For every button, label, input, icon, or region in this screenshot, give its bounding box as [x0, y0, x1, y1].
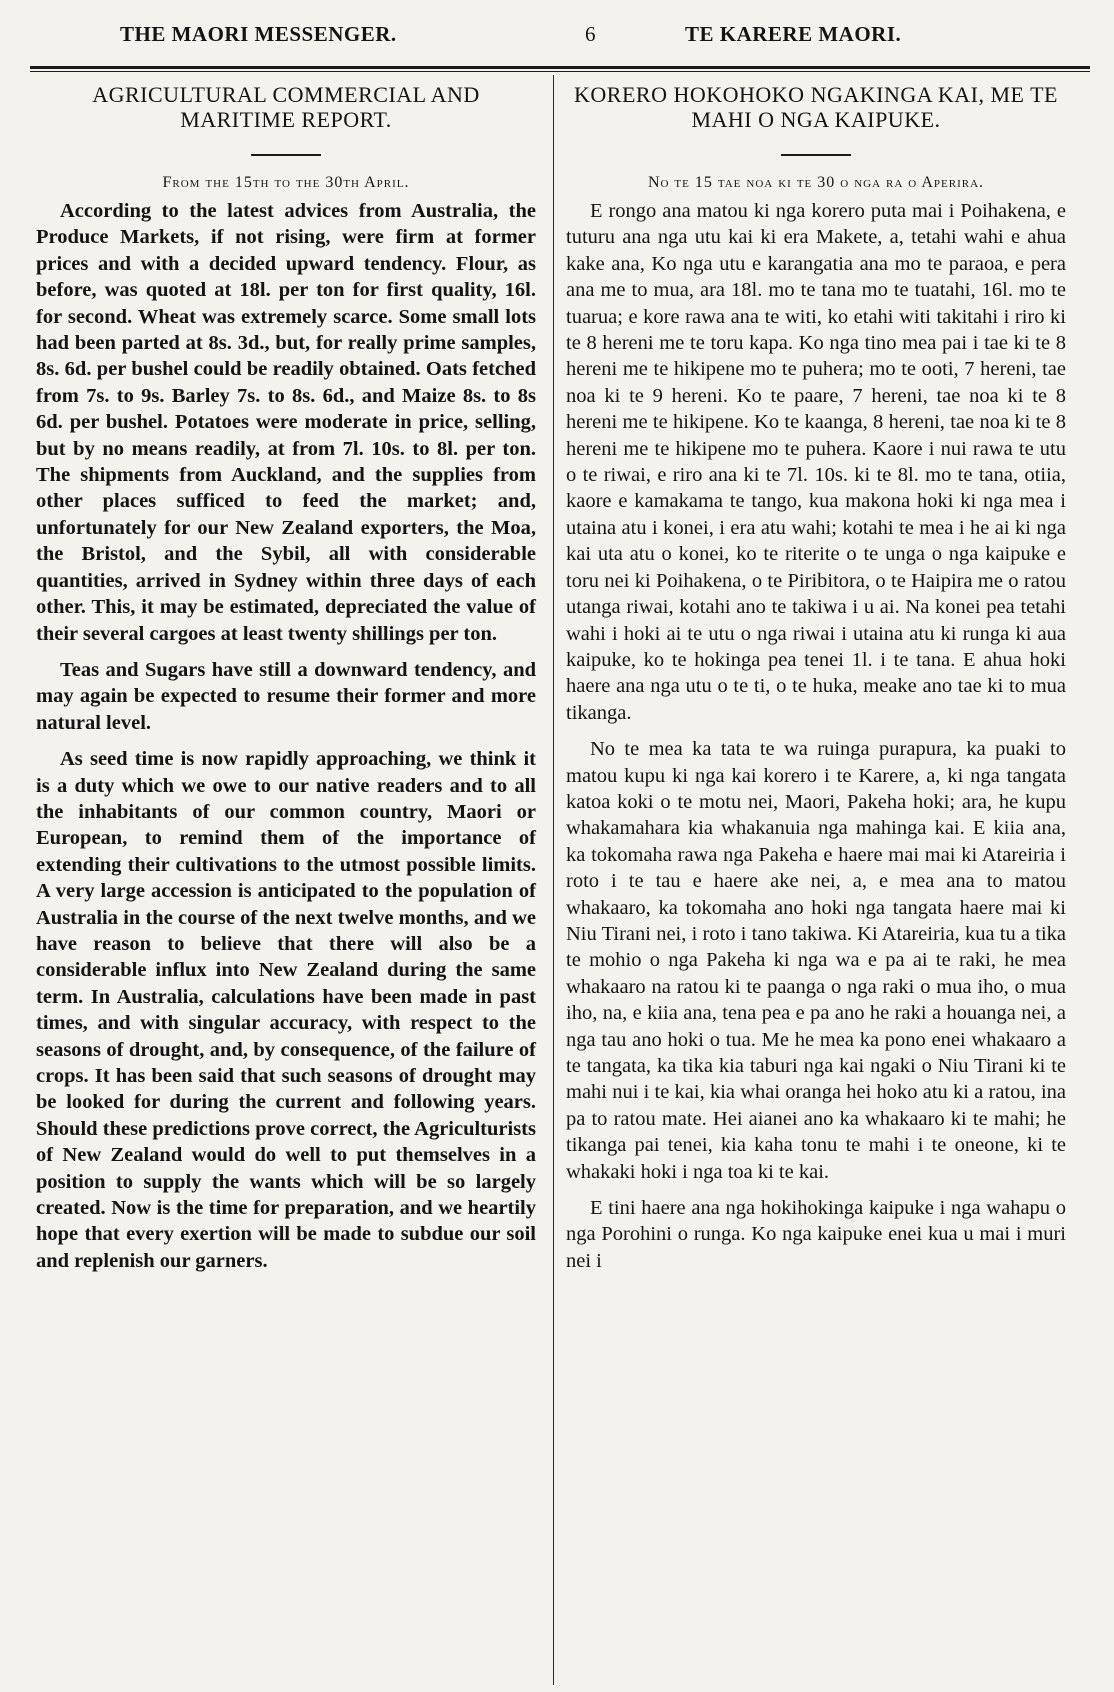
maori-column	[566, 82, 1066, 1284]
masthead-rule-thick	[30, 66, 1090, 69]
maori-paragraph-markets: E rongo ana matou ki nga korero puta mai i Poihakena, e tuturu ana nga utu kai ki era Makete, a, tetahi wahi e ahua kake ana, Ko nga utu e karangatia ana mo te paraoa, e pera ana me to mua, ara 18l. mo te tana mo te tuatahi, 16l. mo te tuarua; e kore rawa ana te witi, ko etahi witi takitahi i riro ki te 8 hereni me te toru kapa. Ko nga tino mea pai i tae ki te 8 hereni me te hikipene mo te puhera; mo te ooti, 7 hereni, tae noa ki te 9 hereni. Ko te paare, 7 hereni, tae noa ki te 8 hereni me te hikipene. Ko te kaanga, 8 hereni, tae noa ki te 8 hereni me te hikipene mo te puhera. Kaore i nui rawa te utu o te riwai, e riro ana ki te 7l. 10s. ki te 8l. mo te tana, otiia, kaore e kamakama te tango, kua makona hoki ki nga mea i utaina atu i konei, i era atu wahi; kotahi te mea i he ai ki nga kai uta atu o konei, ko te riterite o te unga o nga kaipuke e toru nei ki Poihakena, o te Piribitora, o te Haipira me o ratou utanga riwai, kotahi ano te takiwa i u ai. Na konei pea tetahi wahi i hoki ai te utu o nga riwai i utaina atu ki runga ki aua kaipuke, ko te hokinga pea tenei 1l. i te tana. E ahua hoki haere ana nga utu o te ti, o te huka, meake ano tae ki to mua tikanga.	[566, 200, 1066, 724]
column-divider	[553, 75, 554, 1685]
maori-paragraph-shipping: E tini haere ana nga hokihokinga kaipuke i nga wahapu o nga Porohini o runga. Ko nga kaipuke enei kua u mai i muri nei i	[566, 1197, 1066, 1272]
maori-paragraph-seed-time: No te mea ka tata te wa ruinga purapura, ka puaki to matou kupu ki nga kai korero i te Karere, a, ki nga tangata katoa koki o te motu nei, Maori, Pakeha hoki; ara, he kupu whakamahara kia whakanuia nga mahinga kai. E kiia ana, ka tokomaha rawa nga Pakeha e haere mai mai ki Atareiria i roto i te tau e haere ake nei, a, e mea ana to matou whakaaro, ka tokomaha ano hoki nga tangata haere mai ki Niu Tirani nei, i roto i tano takiwa. Ki Atareiria, kua tu a tika te mohio o nga Pakeha ki nga wa e pa ai te raki, he mea whakaaro na ratou ki te paanga o nga raki o mua iho, o mua iho, na, e kiia ana, tena pea e pa ano he raki a houanga nei, a nga tau ano hoki o tua. Me he mea ka pono enei whakaaro a te tangata, ka tika kia taburi nga kai ngaki o Niu Tirani ki te mahi nui i te kai, kia whai oranga hei hoko atu ki a ratou, ina pa to ratou mate. Hei aianei ano ka whakaaro ki te mahi; he tikanga pai tenei, kia kaha tonu te mahi i te oneone, ki te whakaki hoki i nga toa ki te kai.	[566, 738, 1066, 1183]
english-paragraph-seed-time: As seed time is now rapidly approaching, we think it is a duty which we owe to our native readers and to all the inhabitants of our common country, Maori or European, to remind them of the importance of extending their cultivations to the utmost possible limits. A very large accession is anticipated to the population of Australia in the course of the next twelve months, and we have reason to believe that there will also be a considerable influx into New Zealand during the same term. In Australia, calculations have been made in past times, and with singular accuracy, with respect to the seasons of drought, and, by consequence, of the failure of crops. It has been said that such seasons of drought may be looked for during the current and following years. Should these predictions prove correct, the Agriculturists of New Zealand would do well to put themselves in a position to supply the wants which will be so largely created. Now is the time for preparation, and we heartily hope that every exertion will be made to subdue our soil and replenish our garners.	[36, 748, 536, 1272]
maori-heading-rule	[781, 154, 851, 156]
maori-heading: KORERO HOKOHOKO NGAKINGA KAI, ME TE MAHI O NGA KAIPUKE.	[574, 82, 1058, 132]
page-number: 6	[585, 22, 596, 46]
masthead-rule-thin	[30, 71, 1090, 72]
english-heading-rule	[251, 154, 321, 156]
maori-dateline: No te 15 tae noa ki te 30 o nga ra o Aperira.	[647, 174, 985, 191]
masthead	[30, 16, 1100, 56]
english-dateline: From the 15th to the 30th April.	[162, 174, 410, 191]
masthead-english-title: THE MAORI MESSENGER.	[120, 22, 397, 46]
english-column	[36, 82, 536, 1284]
english-paragraph-teas: Teas and Sugars have still a downward tendency, and may again be expected to resume their former and more natural level.	[36, 658, 536, 734]
masthead-maori-title: TE KARERE MAORI.	[685, 22, 902, 46]
english-heading: AGRICULTURAL COMMERCIAL AND MARITIME REPORT.	[92, 82, 480, 132]
english-paragraph-markets: According to the latest advices from Australia, the Produce Markets, if not rising, were firm at former prices and with a decided upward tendency. Flour, as before, was quoted at 18l. per ton for first quality, 16l. for second. Wheat was extremely scarce. Some small lots had been parted at 8s. 3d., but, for really prime samples, 8s. 6d. per bushel could be readily obtained. Oats fetched from 7s. to 9s. Barley 7s. to 8s. 6d., and Maize 8s. to 8s 6d. per bushel. Potatoes were moderate in price, selling, but by no means readily, at from 7l. 10s. to 8l. per ton. The shipments from Auckland, and the supplies from other places sufficed to feed the market; and, unfortunately for our New Zealand exporters, the Moa, the Bristol, and the Sybil, all with considerable quantities, arrived in Sydney within three days of each other. This, it may be estimated, depreciated the value of their several cargoes at least twenty shillings per ton.	[36, 200, 536, 645]
